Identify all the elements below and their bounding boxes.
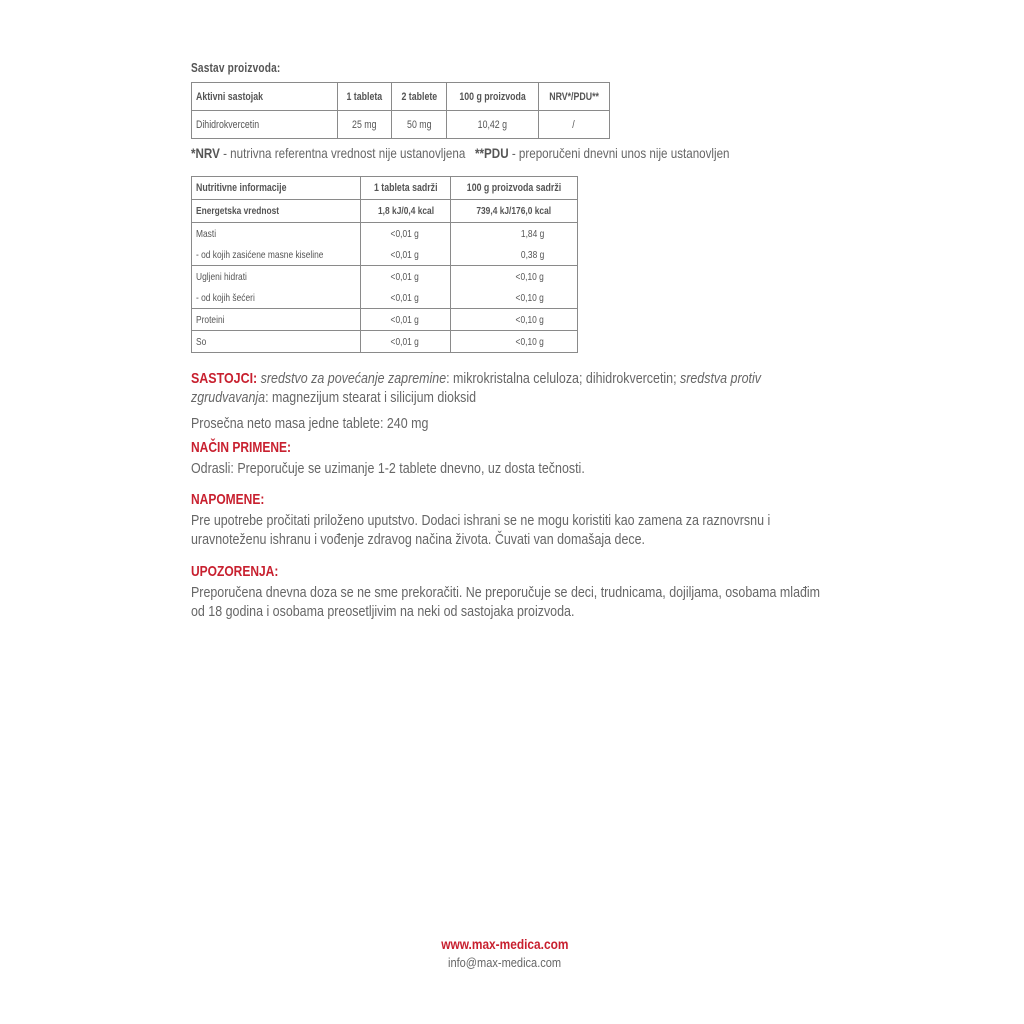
notes-text: Pre upotrebe pročitati priloženo uputstvo. Dodaci ishrani se ne mogu koristiti kao zamena za raznovrsnu i uravnoteženu ishranu i vođenje zdravog načina života. Čuvati van domašaja dece. — [191, 512, 771, 548]
footnote-pdu-label: **PDU — [475, 145, 509, 161]
tablet-mass: Prosečna neto masa jedne tablete: 240 mg — [191, 415, 429, 432]
row-per-100g: <0,10 g — [451, 266, 578, 288]
row-per-tablet: <0,01 g — [361, 331, 451, 353]
cell-one-tablet: 25 mg — [337, 111, 391, 139]
row-label: - od kojih šećeri — [192, 287, 361, 309]
header-nrv-pdu: NRV*/PDU** — [538, 83, 609, 111]
energy-per-100g: 739,4 kJ/176,0 kcal — [451, 200, 578, 223]
row-per-100g: <0,10 g — [451, 309, 578, 331]
nutrition-row — [192, 287, 578, 309]
nutrition-table — [191, 176, 578, 353]
warnings-heading: UPOZORENJA: — [191, 563, 279, 580]
ingredients-list-1: : mikrokristalna celuloza; dihidrokvercetin; — [446, 370, 681, 387]
row-per-tablet: <0,01 g — [361, 223, 451, 245]
usage-heading: NAČIN PRIMENE: — [191, 439, 292, 456]
cell-nrv-pdu: / — [538, 111, 609, 139]
ingredients-label: SASTOJCI: — [191, 370, 258, 387]
ingredients-list-2: : magnezijum stearat i silicijum dioksid — [265, 389, 477, 406]
notes-heading: NAPOMENE: — [191, 491, 265, 508]
composition-table — [191, 82, 610, 139]
row-per-100g: 1,84 g — [451, 223, 578, 245]
nutrition-header-row — [192, 177, 578, 200]
header-100g: 100 g proizvoda — [446, 83, 538, 111]
row-label: Masti — [192, 223, 361, 245]
row-label: Ugljeni hidrati — [192, 266, 361, 288]
ingredients-bulking-agent: sredstvo za povećanje zapremine — [260, 370, 447, 387]
nutrition-row — [192, 309, 578, 331]
energy-per-tablet: 1,8 kJ/0,4 kcal — [361, 200, 451, 223]
footer-email[interactable]: info@max-medica.com — [448, 955, 562, 970]
nutrition-row — [192, 266, 578, 288]
row-label: Proteini — [192, 309, 361, 331]
row-per-tablet: <0,01 g — [361, 309, 451, 331]
cell-100g: 10,42 g — [446, 111, 538, 139]
header-active-ingredient: Aktivni sastojak — [192, 83, 338, 111]
footnote — [191, 145, 730, 161]
ingredients-anticaking-agents: sredstva protiv zgrudvavanja — [191, 370, 761, 406]
composition-title: Sastav proizvoda: — [191, 60, 281, 75]
header-one-tablet: 1 tableta — [337, 83, 391, 111]
row-per-100g: <0,10 g — [451, 287, 578, 309]
composition-row — [192, 111, 610, 139]
nutrition-row — [192, 331, 578, 353]
header-per-tablet: 1 tableta sadrži — [361, 177, 451, 200]
header-nutrition-info: Nutritivne informacije — [192, 177, 361, 200]
footnote-pdu-text: - preporučeni dnevni unos nije ustanovljen — [508, 145, 730, 161]
nutrition-row — [192, 244, 578, 266]
energy-row — [192, 200, 578, 223]
row-label: So — [192, 331, 361, 353]
nutrition-row — [192, 223, 578, 245]
header-per-100g: 100 g proizvoda sadrži — [451, 177, 578, 200]
footnote-nrv-text: - nutrivna referentna vrednost nije ustanovljena — [219, 145, 466, 161]
usage-text: Odrasli: Preporučuje se uzimanje 1-2 tablete dnevno, uz dosta tečnosti. — [191, 460, 585, 477]
composition-header-row — [192, 83, 610, 111]
cell-ingredient: Dihidrokvercetin — [192, 111, 338, 139]
row-per-tablet: <0,01 g — [361, 287, 451, 309]
footer-website[interactable]: www.max-medica.com — [441, 936, 569, 952]
footnote-nrv-label: *NRV — [191, 145, 220, 161]
row-label: - od kojih zasićene masne kiseline — [192, 244, 361, 266]
row-per-tablet: <0,01 g — [361, 266, 451, 288]
energy-label: Energetska vrednost — [192, 200, 361, 223]
row-per-100g: 0,38 g — [451, 244, 578, 266]
row-per-100g: <0,10 g — [451, 331, 578, 353]
ingredients-paragraph — [191, 369, 830, 407]
header-two-tablets: 2 tablete — [392, 83, 446, 111]
cell-two-tablets: 50 mg — [392, 111, 446, 139]
warnings-text: Preporučena dnevna doza se ne sme prekoračiti. Ne preporučuje se deci, trudnicama, dojiljama, osobama mlađim od 18 godina i osobama preosetljivim na neki od sastojaka proizvoda. — [191, 584, 821, 620]
row-per-tablet: <0,01 g — [361, 244, 451, 266]
